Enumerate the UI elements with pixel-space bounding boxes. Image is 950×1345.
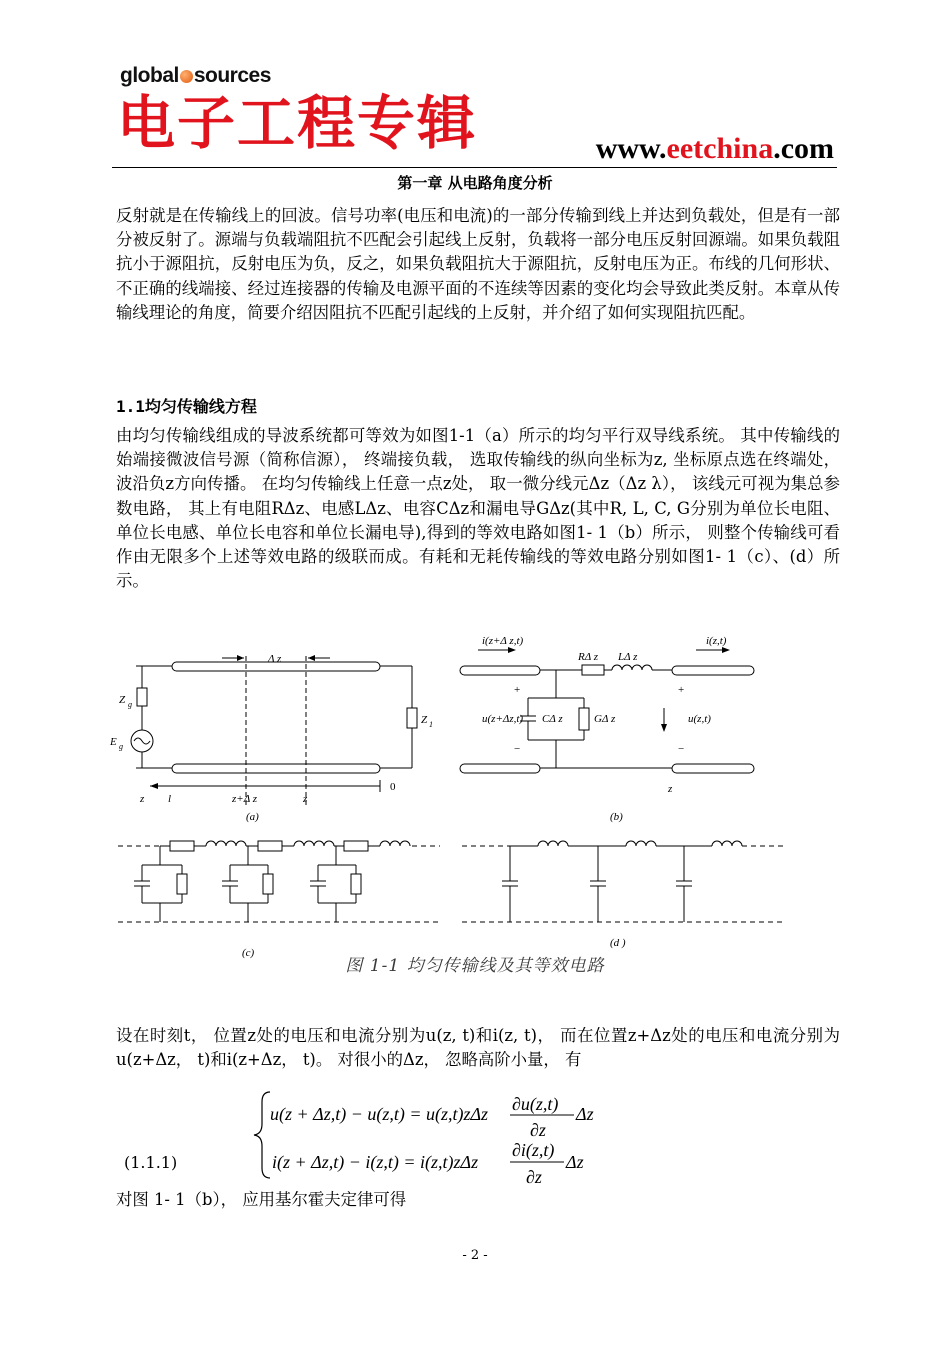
fig-b-right-bottom-line [672, 764, 754, 773]
eq-line-1: u(z + Δz,t) − u(z,t) = u(z,t)zΔz [270, 1104, 489, 1124]
equation-brace [254, 1092, 270, 1178]
fig-b-inductor [612, 665, 652, 670]
fig-a-axis-0: 0 [390, 781, 396, 793]
header-divider [112, 167, 837, 168]
fig-b-conductance [579, 708, 589, 730]
eq-tail-2: Δz [566, 1152, 584, 1172]
fig-a-axis-l: l [168, 793, 172, 805]
fig-a-axis-z: z [303, 793, 308, 805]
fig-b-plus-right: + [678, 684, 685, 696]
fig-d-l2 [626, 841, 656, 846]
fig-b-axis-z: z [668, 783, 673, 795]
fig-c-l1 [206, 841, 246, 846]
fig-b-sublabel: (b) [610, 811, 623, 823]
paragraph-4: 对图 1- 1（b）， 应用基尔霍夫定律可得 [116, 1190, 407, 1209]
fig-b-minus-right: − [678, 743, 685, 755]
fig-b-resistor [582, 665, 604, 675]
page-number: - 2 - [462, 1248, 488, 1263]
fig-b-right-top-line [672, 666, 754, 675]
fig-c-l2 [294, 841, 334, 846]
site-suffix: .com [773, 132, 834, 165]
paragraph-3: 设在时刻t， 位置z处的电压和电流分别为u(z, t)和i(z, t)， 而在位置z+Δz处的电压和电流分别为u(z+Δz， t)和i(z+Δz， t)。 对很小的Δz， 忽略高阶小量， 有 [116, 1026, 840, 1070]
brand-small-right: sources [193, 64, 271, 87]
fig-a-sublabel: (a) [246, 811, 259, 823]
fig-a-z1-resistor [407, 708, 417, 728]
equation-1-1-1 [0, 1088, 950, 1188]
fig-b-i-left: i(z+Δ z,t) [482, 635, 524, 647]
fig-a-zg-sub: g [128, 700, 132, 709]
figure-a [131, 656, 417, 808]
eq-frac2-den: ∂z [526, 1167, 542, 1187]
fig-a-axis-z0: z [140, 793, 145, 805]
site-url[interactable] [596, 132, 834, 166]
site-prefix: www. [595, 132, 667, 165]
figure-d [462, 841, 786, 922]
fig-b-minus-left: − [514, 743, 521, 755]
fig-b-c: CΔ z [542, 713, 563, 725]
fig-c-r2 [258, 841, 282, 851]
fig-b-r: RΔ z [578, 651, 599, 663]
equation-number: (1.1.1) [124, 1153, 178, 1172]
eq-tail-1: Δz [576, 1104, 594, 1124]
figure-b [460, 650, 754, 773]
fig-a-zg-resistor [137, 688, 147, 706]
intro-paragraph: 反射就是在传输线上的回波。信号功率(电压和电流)的一部分传输到线上并达到负载处，但是有一部分被反射了。源端与负载端阻抗不匹配会引起线上反射，负载将一部分电压反射回源端。如果负载阻抗小于源阻抗，反射电压为负，反之，如果负载阻抗大于源阻抗，反射电压为正。布线的几何形状、不正确的线端接、经过连接器的传输及电源平面的不连续等因素的变化均会导致此类反射。本章从传输线理论的角度，简要介绍因阻抗不匹配引起线的上反射，并介绍了如何实现阻抗匹配。 [116, 206, 840, 322]
fig-a-bottom-conductor [172, 764, 380, 773]
site-accent: eetchina [666, 132, 774, 165]
fig-c-l3 [380, 841, 410, 846]
eq-frac1-den: ∂z [530, 1120, 546, 1140]
fig-d-l3 [712, 841, 742, 846]
figure-circuits [0, 620, 950, 959]
fig-c-r3 [344, 841, 368, 851]
fig-a-z1: Z [421, 714, 428, 726]
fig-b-left-top-line [460, 666, 540, 675]
figure-caption: 图 1-1 均匀传输线及其等效电路 [345, 956, 605, 976]
fig-a-dz: Δ z [268, 653, 282, 665]
brand-logo-big: 电子工程专辑 [117, 89, 478, 157]
fig-a-eg: E [110, 736, 117, 748]
section-title: 1.1均匀传输线方程 [116, 397, 257, 416]
fig-b-u-right: u(z,t) [688, 713, 711, 725]
fig-b-u-left: u(z+Δz,t) [482, 713, 524, 725]
fig-d-sublabel: (d ) [610, 937, 626, 949]
fig-a-z1-sub: 1 [429, 720, 433, 729]
fig-d-l1 [538, 841, 568, 846]
fig-c-sublabel: (c) [242, 947, 255, 959]
brand-small-left: global [120, 64, 179, 87]
chapter-title: 第一章 从电路角度分析 [397, 174, 553, 192]
section-paragraph: 由均匀传输线组成的导波系统都可等效为如图1-1（a）所示的均匀平行双导线系统。 其中传输线的始端接微波信号源（简称信源）， 终端接负载， 选取传输线的纵向坐标为z, 坐标原点选在终端处， 波沿负z方向传播。 在均匀传输线上任意一点z处， 取一微分线元Δz（Δz λ）， 该线元可视为集总参数电路， 其上有电阻RΔz、电感LΔz、电容CΔz和漏电导GΔz(其中R, L, C, G分别为单位长电阻、单位长电感、单位长电容和单位长漏电导),得到的等效电路如图1- 1（b）所示， 则整个传输线可看作由无限多个上述等效电路的级联而成。有耗和无耗传输线的等效电路分别如图1- 1（c）、(d）所示。 [116, 426, 840, 591]
figure-c [118, 841, 440, 922]
brand-logo-small [120, 64, 271, 88]
fig-b-plus-left: + [514, 684, 521, 696]
fig-c-r1 [170, 841, 194, 851]
fig-b-i-right: i(z,t) [706, 635, 727, 647]
fig-b-g: GΔ z [594, 713, 616, 725]
eq-frac2-num: ∂i(z,t) [512, 1140, 555, 1160]
fig-a-zg: Z [119, 694, 126, 706]
eq-frac1-num: ∂u(z,t) [512, 1094, 559, 1114]
fig-b-left-bottom-line [460, 764, 540, 773]
eq-line-2: i(z + Δz,t) − i(z,t) = i(z,t)zΔz [272, 1152, 479, 1172]
fig-a-axis-zdz: z+Δ z [232, 793, 257, 805]
fig-a-eg-sub: g [119, 742, 123, 751]
fig-b-l: LΔ z [618, 651, 638, 663]
globe-icon [180, 70, 193, 83]
